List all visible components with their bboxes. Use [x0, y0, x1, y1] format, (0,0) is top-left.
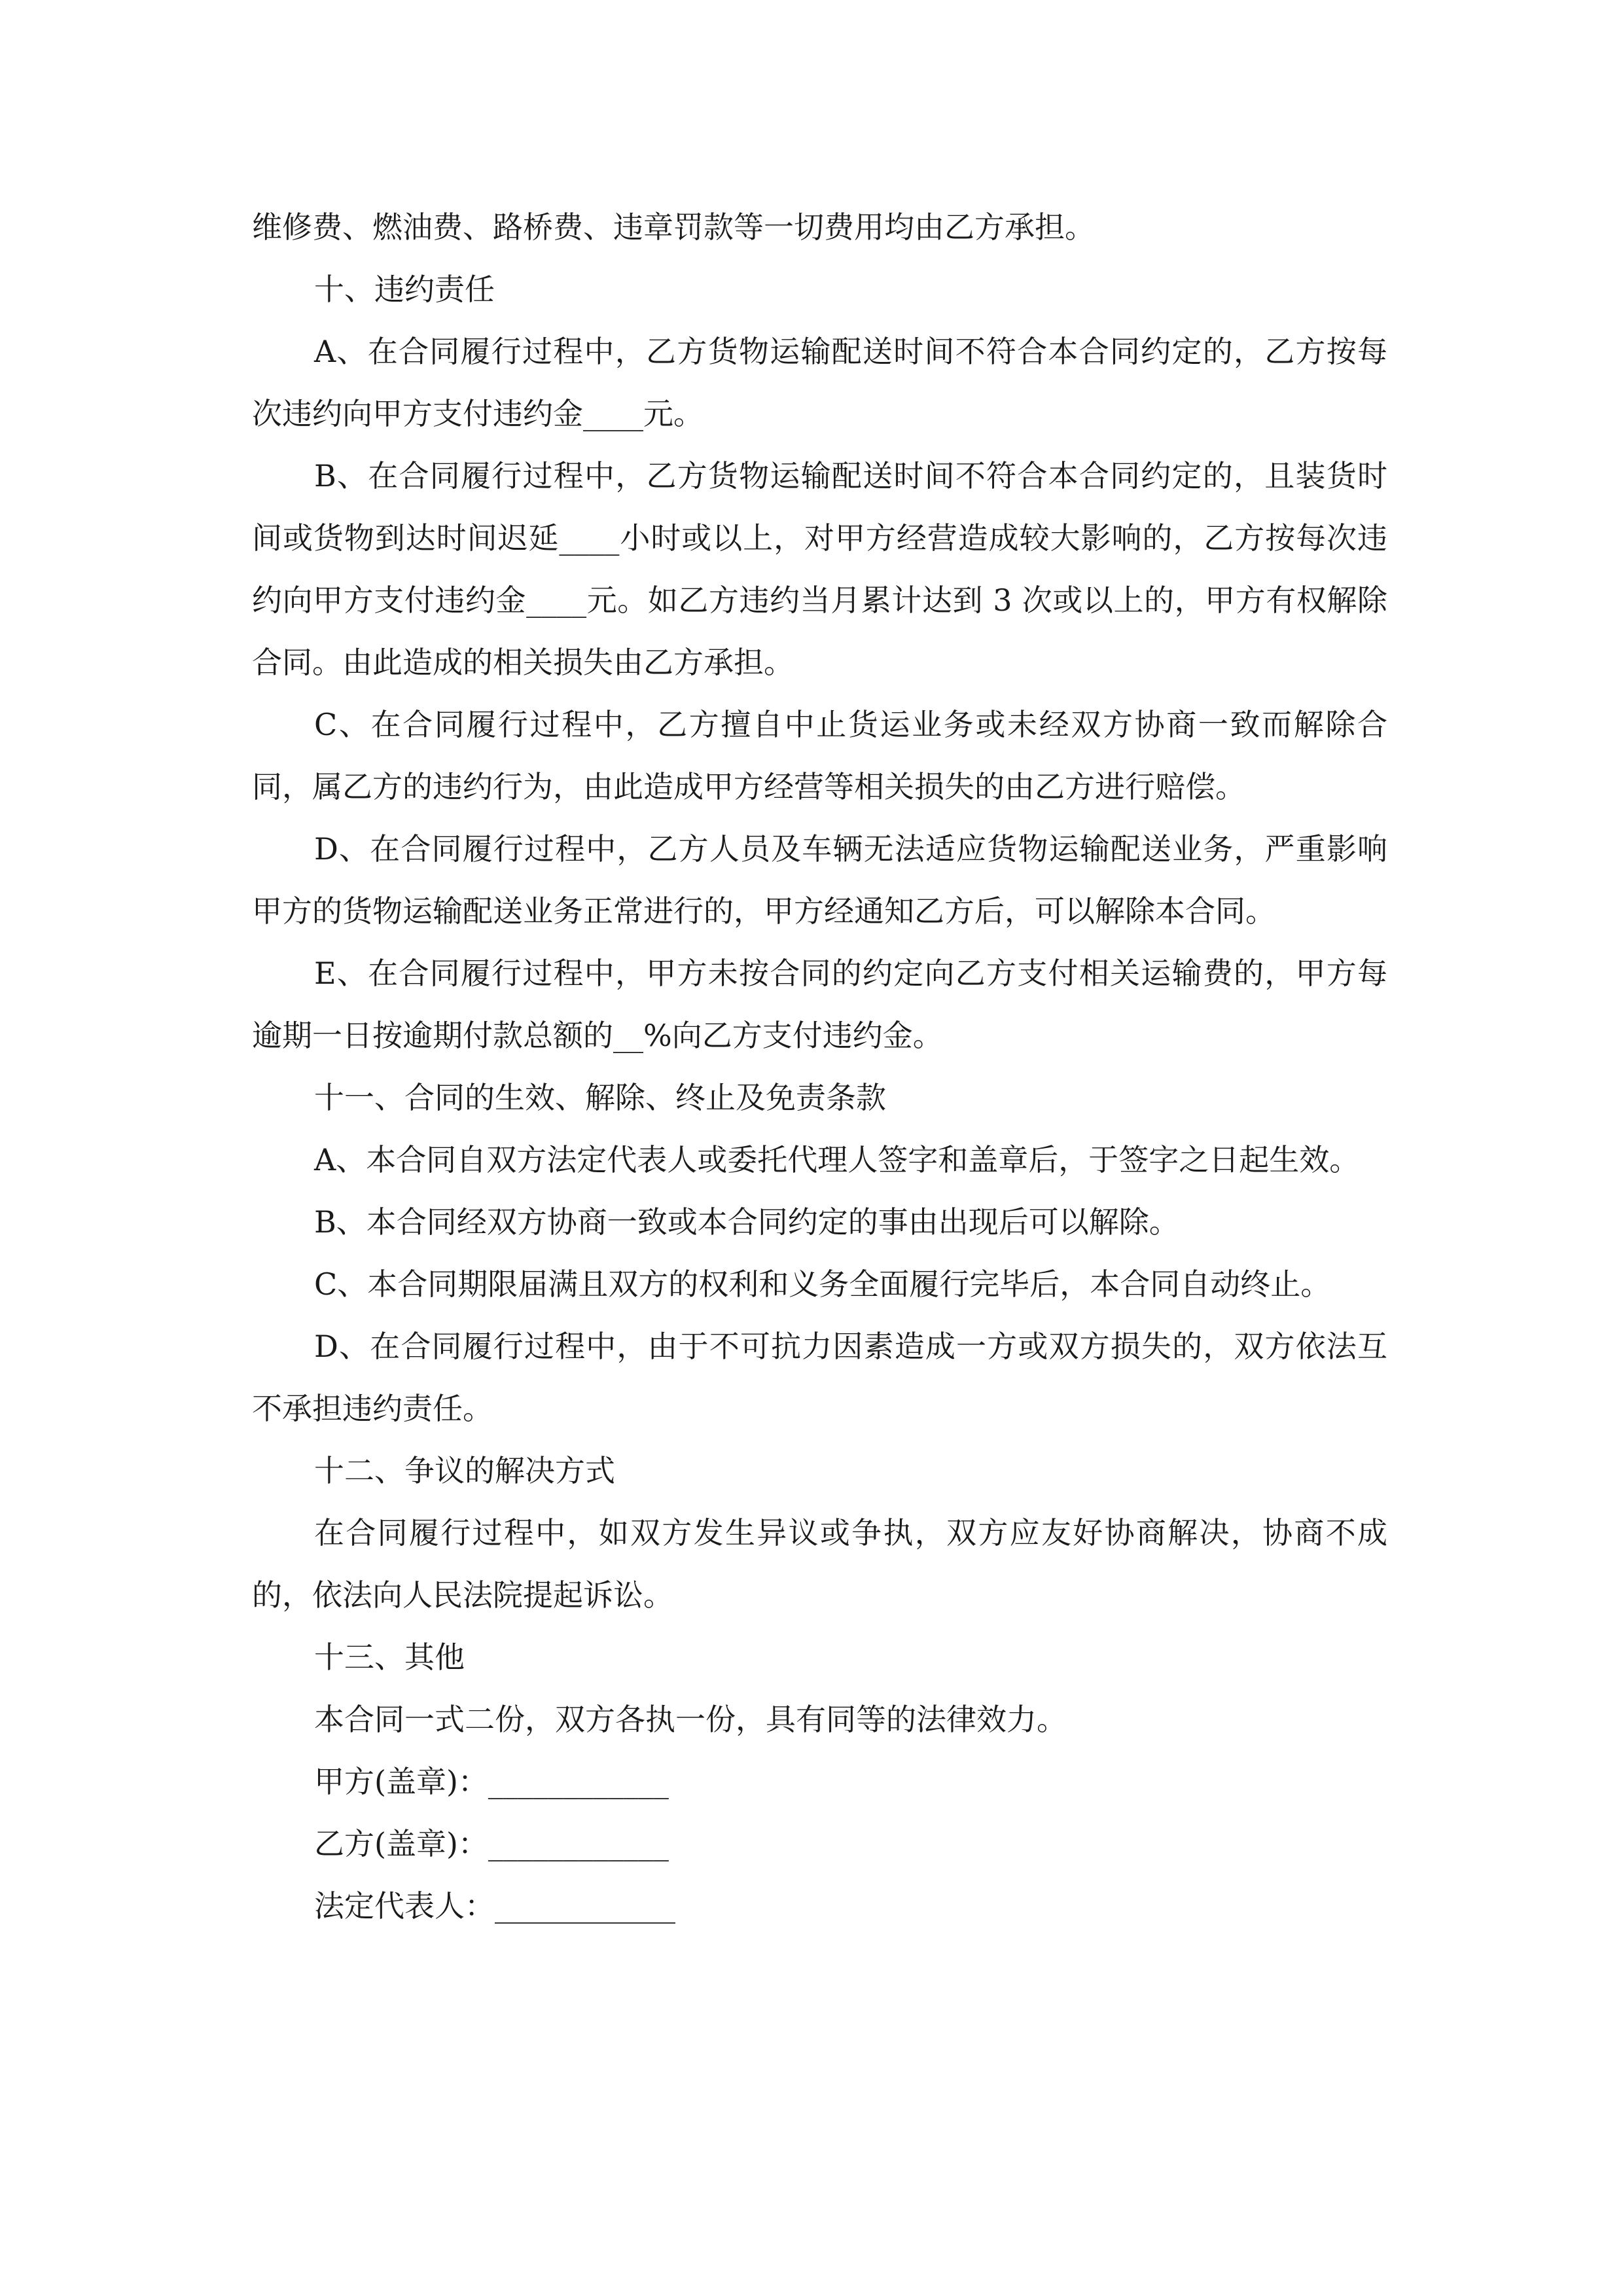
clause-effect-b: B、本合同经双方协商一致或本合同约定的事由出现后可以解除。	[314, 1204, 1179, 1240]
clause-copies: 本合同一式二份，双方各执一份，具有同等的法律效力。	[314, 1702, 1067, 1737]
clause-dispute: 在合同履行过程中，如双方发生异议或争执，双方应友好协商解决，协商不成的，依法向人民法院提起诉讼。	[252, 1515, 1387, 1613]
clause-effect-c: C、本合同期限届满且双方的权利和义务全面履行完毕后，本合同自动终止。	[314, 1266, 1331, 1302]
heading-dispute-resolution: 十二、争议的解决方式	[314, 1453, 615, 1488]
clause-breach-a: A、在合同履行过程中，乙方货物运输配送时间不符合本合同约定的，乙方按每次违约向甲方支付违约金____元。	[252, 334, 1387, 431]
heading-breach-liability: 十、违约责任	[314, 272, 495, 307]
heading-other: 十三、其他	[314, 1640, 465, 1675]
clause-breach-d: D、在合同履行过程中，乙方人员及车辆无法适应货物运输配送业务，严重影响甲方的货物运输配送业务正常进行的，甲方经通知乙方后，可以解除本合同。	[252, 831, 1387, 929]
clause-effect-d: D、在合同履行过程中，由于不可抗力因素造成一方或双方损失的，双方依法互不承担违约责任。	[252, 1329, 1387, 1426]
signature-party-b: 乙方(盖章)：____________	[314, 1826, 669, 1861]
signature-party-a: 甲方(盖章)：____________	[314, 1764, 669, 1799]
clause-breach-e: E、在合同履行过程中，甲方未按合同的约定向乙方支付相关运输费的，甲方每逾期一日按逾期付款总额的__%向乙方支付违约金。	[252, 956, 1387, 1053]
paragraph-fees: 维修费、燃油费、路桥费、违章罚款等一切费用均由乙方承担。	[252, 209, 1095, 245]
heading-effectiveness: 十一、合同的生效、解除、终止及免责条款	[314, 1080, 886, 1115]
signature-legal-representative: 法定代表人：____________	[314, 1888, 675, 1924]
clause-effect-a: A、本合同自双方法定代表人或委托代理人签字和盖章后，于签字之日起生效。	[314, 1142, 1360, 1177]
clause-breach-c: C、在合同履行过程中，乙方擅自中止货运业务或未经双方协商一致而解除合同，属乙方的违约行为，由此造成甲方经营等相关损失的由乙方进行赔偿。	[252, 707, 1387, 804]
clause-breach-b: B、在合同履行过程中，乙方货物运输配送时间不符合本合同约定的，且装货时间或货物到达时间迟延____小时或以上，对甲方经营造成较大影响的，乙方按每次违约向甲方支付违约金____元。如乙方违约当月累计达到 3 次或以上的，甲方有权解除合同。由此造成的相关损失由乙方承担。	[252, 458, 1387, 680]
contract-page	[252, 196, 1387, 1937]
